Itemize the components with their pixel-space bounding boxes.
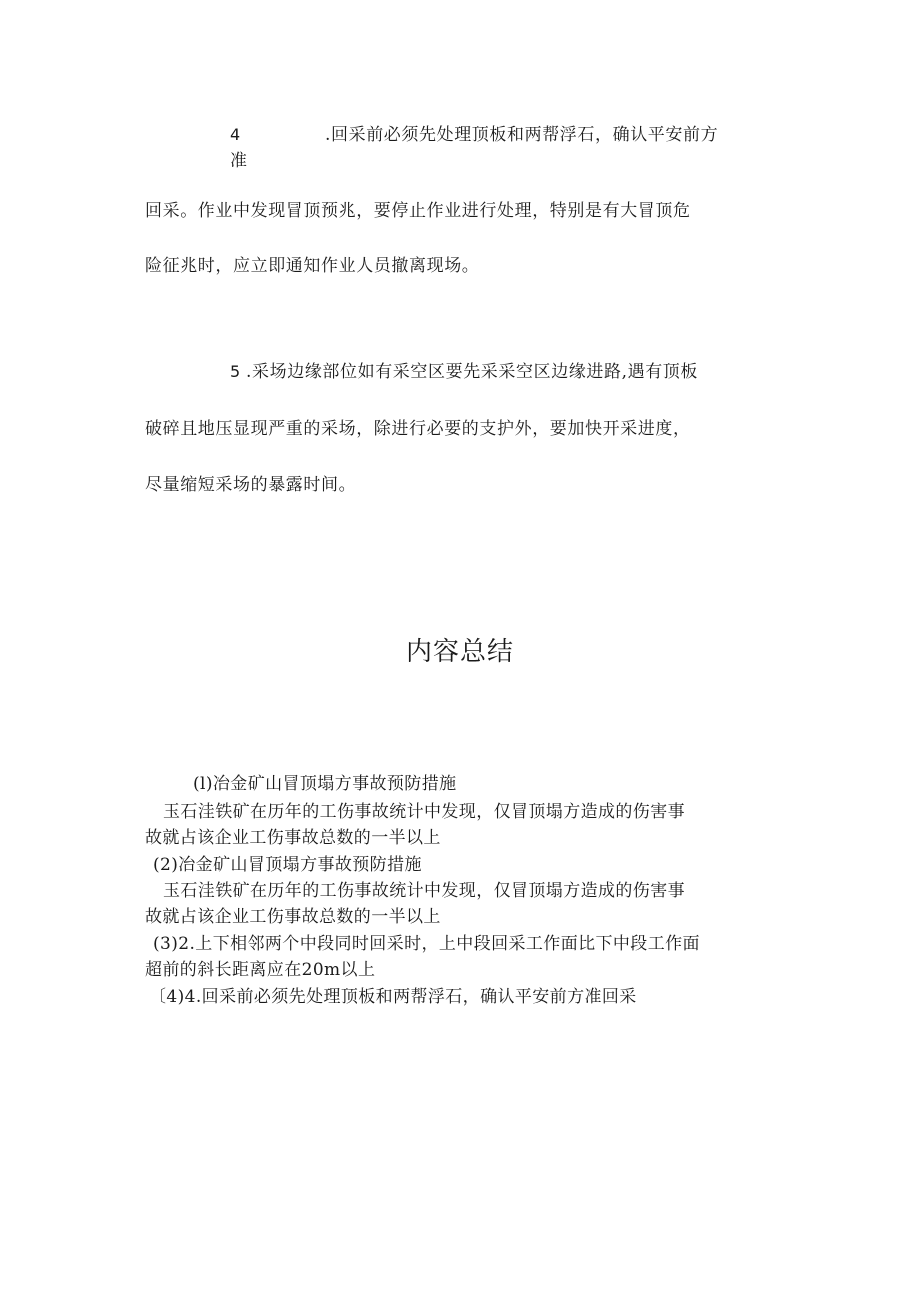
summary-title: 内容总结 xyxy=(405,637,514,667)
summary-line: (3)2.上下相邻两个中段同时回采时，上中段回采工作面比下中段工作面 xyxy=(153,934,700,954)
summary-line: (2)冶金矿山冒顶塌方事故预防措施 xyxy=(153,855,422,875)
section-5-number: 5 xyxy=(230,362,241,381)
section-4-line-1b: 准 xyxy=(230,151,248,171)
summary-line: 玉石洼铁矿在历年的工伤事故统计中发现，仅冒顶塌方造成的伤害事 xyxy=(163,802,685,822)
section-5-line-2: 破碎且地压显现严重的采场，除进行必要的支护外，要加快开采进度， xyxy=(145,419,691,439)
summary-line: (l)冶金矿山冒顶塌方事故预防措施 xyxy=(193,774,457,794)
summary-line: 〔4)4.回采前必须先处理顶板和两帮浮石，确认平安前方准回采 xyxy=(149,987,637,1007)
summary-line: 故就占该企业工伤事故总数的一半以上 xyxy=(145,907,441,927)
summary-line: 故就占该企业工伤事故总数的一半以上 xyxy=(145,828,441,848)
section-5-line-1: .采场边缘部位如有采空区要先采采空区边缘进路,遇有顶板 xyxy=(246,362,699,382)
section-4-line-2: 回采。作业中发现冒顶预兆，要停止作业进行处理，特别是有大冒顶危 xyxy=(145,201,691,221)
section-4-line-3: 险征兆时，应立即通知作业人员撤离现场。 xyxy=(145,256,480,276)
section-4-number: 4 xyxy=(230,125,241,144)
section-5-line-3: 尽量缩短采场的暴露时间。 xyxy=(145,475,357,495)
summary-line: 超前的斜长距离应在20m以上 xyxy=(145,960,376,980)
section-4-line-1: .回采前必须先处理顶板和两帮浮石，确认平安前方 xyxy=(325,125,719,145)
summary-line: 玉石洼铁矿在历年的工伤事故统计中发现，仅冒顶塌方造成的伤害事 xyxy=(163,881,685,901)
